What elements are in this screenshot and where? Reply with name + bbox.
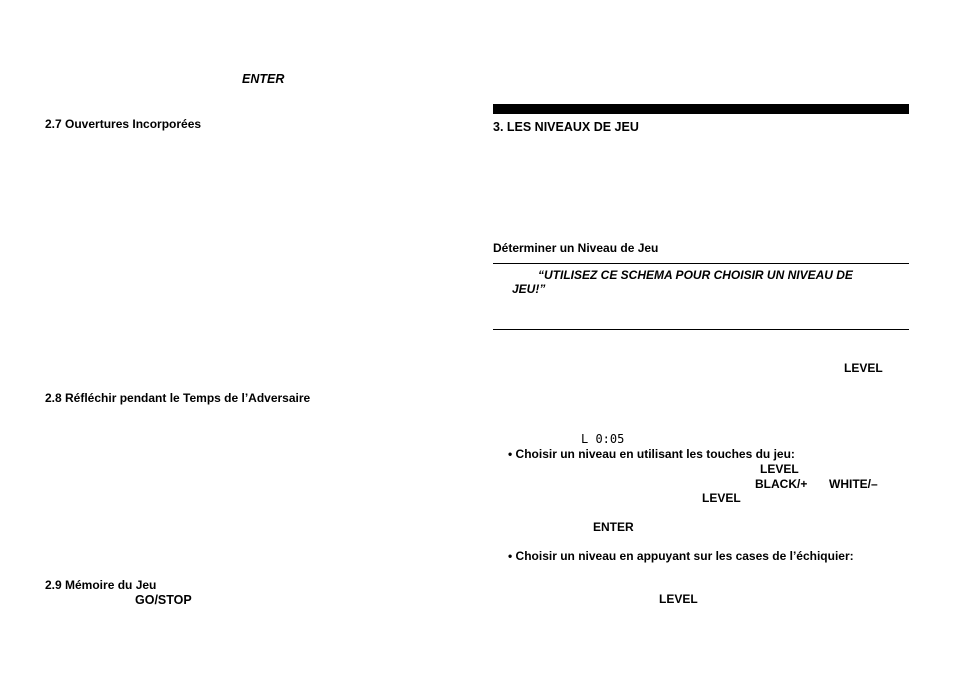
enter-key-label: ENTER <box>593 520 634 534</box>
quote-line-2: JEU!” <box>512 282 546 296</box>
level-key-label: LEVEL <box>844 361 883 375</box>
go-stop-key-label: GO/STOP <box>135 593 192 607</box>
section-heading-2-8: 2.8 Réfléchir pendant le Temps de l’Adversaire <box>45 391 311 405</box>
bullet-choose-with-board: • Choisir un niveau en appuyant sur les cases de l’échiquier: <box>508 549 854 563</box>
lcd-display-readout: L 0:05 <box>581 432 625 446</box>
chapter-title: 3. LES NIVEAUX DE JEU <box>493 120 639 134</box>
section-heading-2-7: 2.7 Ouvertures Incorporées <box>45 117 202 131</box>
level-key-label: LEVEL <box>760 462 799 476</box>
level-key-label: LEVEL <box>659 592 698 606</box>
enter-key-label: ENTER <box>242 72 285 86</box>
bullet-choose-with-keys: • Choisir un niveau en utilisant les touches du jeu: <box>508 447 795 461</box>
white-minus-key-label: WHITE/– <box>829 477 878 491</box>
chapter-bar <box>493 104 909 114</box>
box-bottom-rule <box>493 329 909 330</box>
subheading-determine-level: Déterminer un Niveau de Jeu <box>493 241 659 255</box>
black-plus-key-label: BLACK/+ <box>755 477 808 491</box>
section-heading-2-9: 2.9 Mémoire du Jeu <box>45 578 157 592</box>
level-key-label: LEVEL <box>702 491 741 505</box>
box-top-rule <box>493 263 909 264</box>
quote-line-1: “UTILISEZ CE SCHEMA POUR CHOISIR UN NIVEAU DE <box>538 268 853 282</box>
